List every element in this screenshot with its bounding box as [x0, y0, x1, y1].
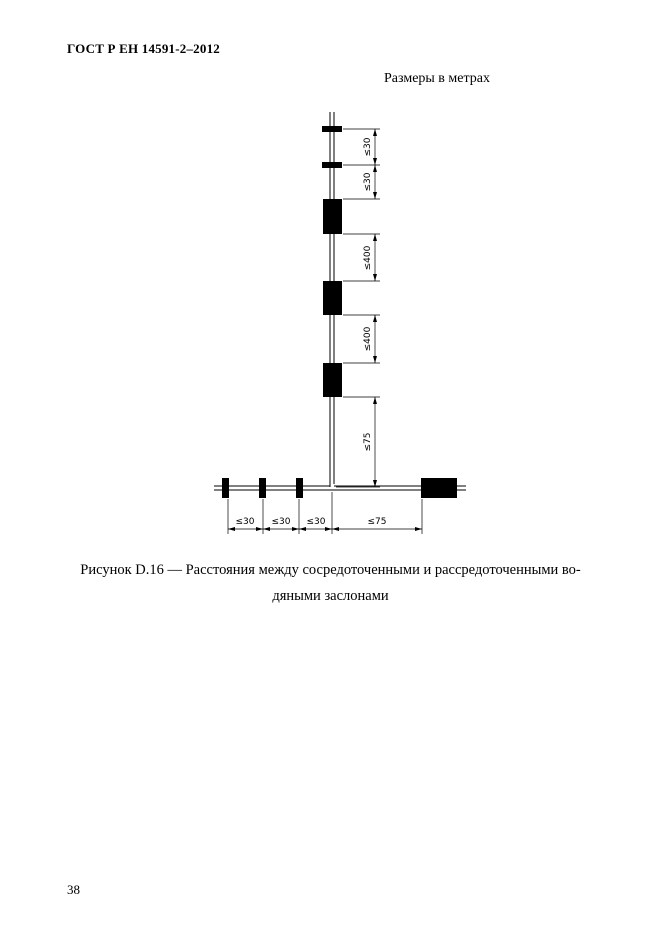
vertical-concentrated-curtain-2 — [322, 162, 342, 168]
dim-label-h2: ≤30 — [271, 517, 291, 527]
figure-caption-line1: Рисунок D.16 — Расстояния между сосредоточенными и рассредоточенными во- — [80, 562, 581, 578]
dim-label-v4: ≤400 — [363, 326, 373, 352]
dim-label-h1: ≤30 — [235, 517, 255, 527]
vertical-distributed-curtain-2 — [323, 281, 342, 315]
page-number: 38 — [67, 882, 80, 897]
dim-label-v2: ≤30 — [363, 172, 373, 192]
dim-label-h4: ≤75 — [367, 517, 387, 527]
horizontal-distributed-curtain — [421, 478, 457, 498]
figure-caption-line2: дяными заслонами — [272, 588, 389, 604]
vertical-distributed-curtain-1 — [323, 199, 342, 234]
units-note: Размеры в метрах — [384, 71, 490, 86]
vertical-distributed-curtain-3 — [323, 363, 342, 397]
dim-label-v3: ≤400 — [363, 245, 373, 271]
dim-label-v5: ≤75 — [363, 432, 373, 452]
dim-label-v1: ≤30 — [363, 137, 373, 157]
horizontal-concentrated-curtain-3 — [296, 478, 303, 498]
dim-label-h3: ≤30 — [306, 517, 326, 527]
horizontal-concentrated-curtain-1 — [222, 478, 229, 498]
vertical-concentrated-curtain-1 — [322, 126, 342, 132]
document-code-header: ГОСТ Р ЕН 14591-2–2012 — [67, 41, 220, 56]
horizontal-concentrated-curtain-2 — [259, 478, 266, 498]
